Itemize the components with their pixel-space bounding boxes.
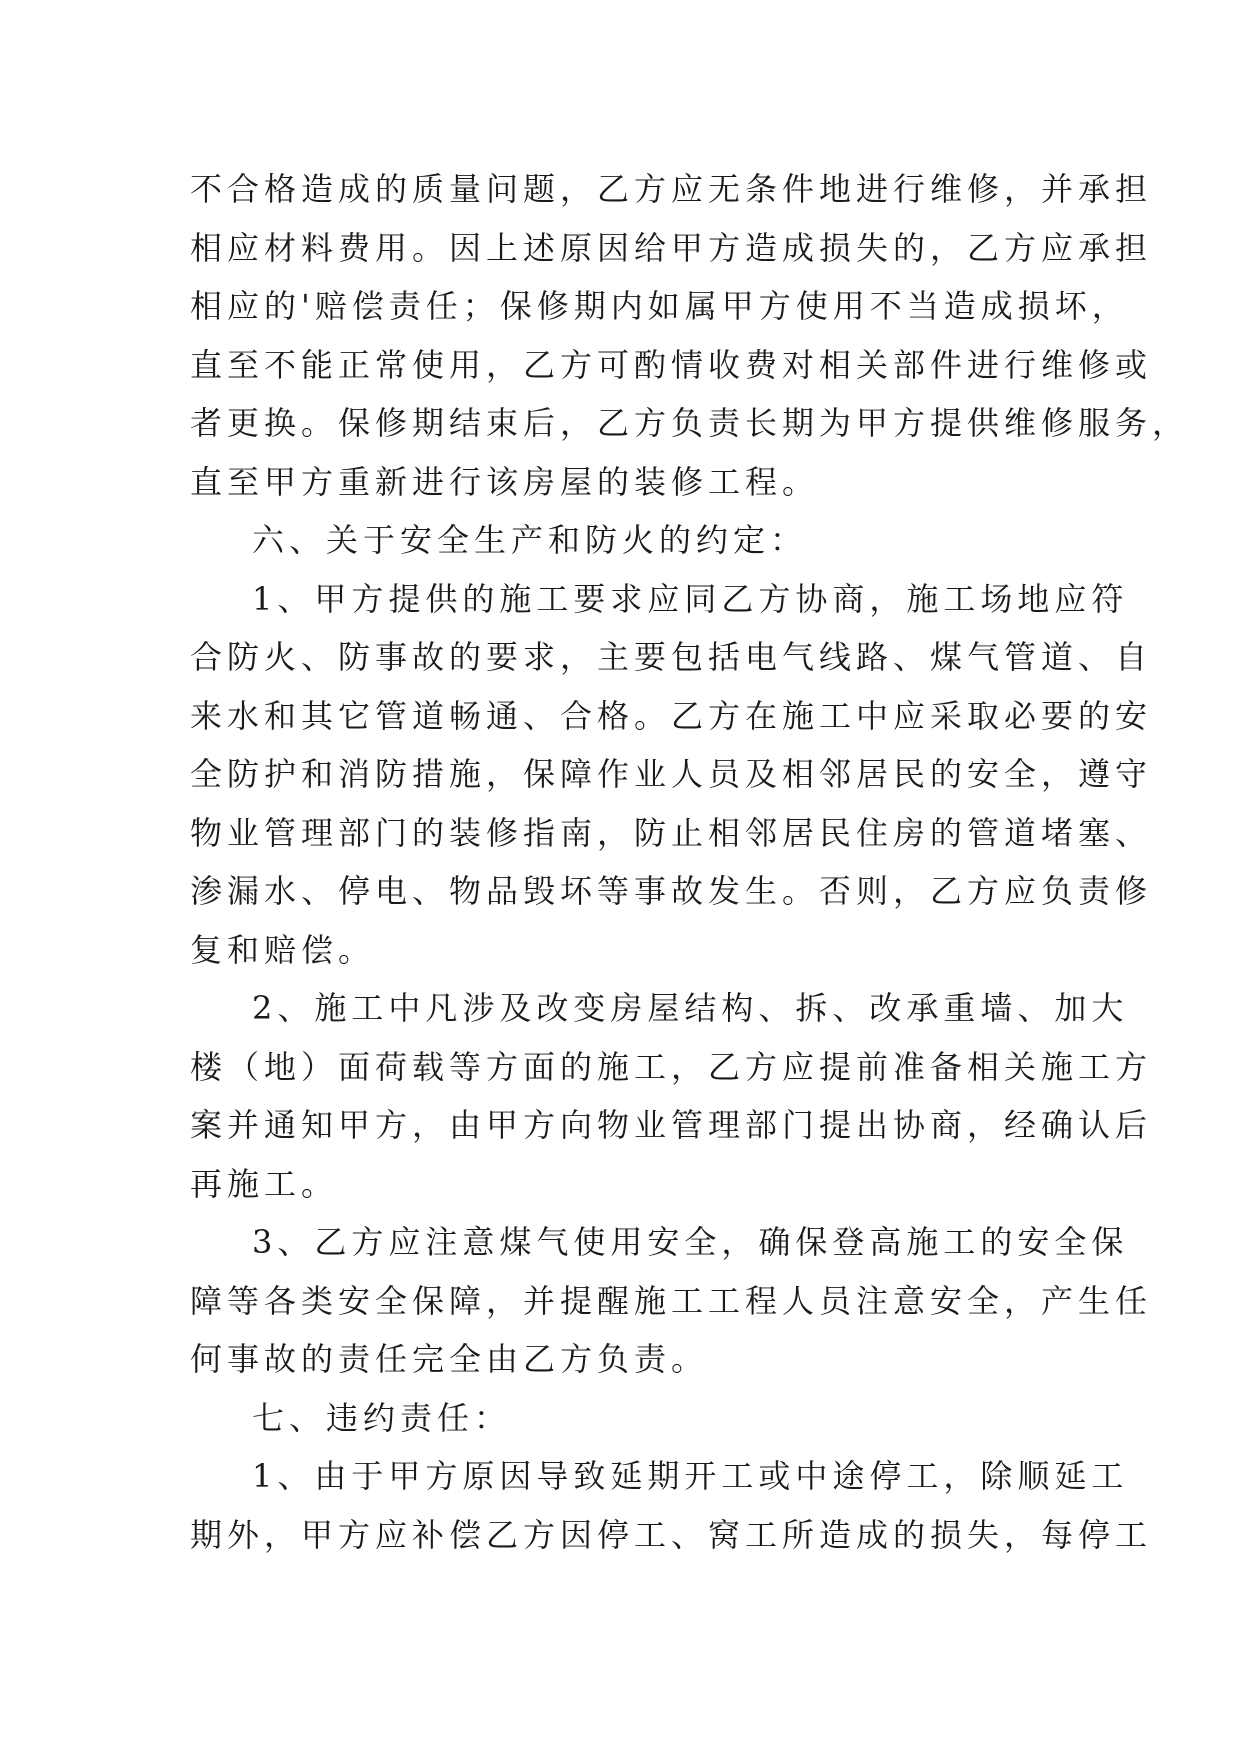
- text-line: 楼（地）面荷载等方面的施工，乙方应提前准备相关施工方: [190, 1047, 1153, 1086]
- text-line: 复和赔偿。: [190, 930, 376, 969]
- text-line: 全防护和消防措施，保障作业人员及相邻居民的安全，遵守: [190, 755, 1153, 793]
- text-line: 期外，甲方应补偿乙方因停工、窝工所造成的损失，每停工: [190, 1515, 1153, 1554]
- text-line: 相应的'赔偿责任；保修期内如属甲方使用不当造成损坏，: [190, 287, 1129, 325]
- text-line: 来水和其它管道畅通、合格。乙方在施工中应采取必要的安: [190, 696, 1153, 735]
- section-heading: 七、违约责任：: [252, 1398, 512, 1437]
- text-line: 2、施工中凡涉及改变房屋结构、拆、改承重墙、加大: [252, 989, 1129, 1027]
- text-line: 相应材料费用。因上述原因给甲方造成损失的，乙方应承担: [190, 228, 1153, 267]
- text-line: 障等各类安全保障，并提醒施工工程人员注意安全，产生任: [190, 1281, 1153, 1320]
- text-line: 1、甲方提供的施工要求应同乙方协商，施工场地应符: [252, 579, 1129, 618]
- text-line: 3、乙方应注意煤气使用安全，确保登高施工的安全保: [252, 1223, 1129, 1261]
- text-line: 直至甲方重新进行该房屋的装修工程。: [190, 462, 820, 501]
- text-line: 合防火、防事故的要求，主要包括电气线路、煤气管道、自: [190, 638, 1153, 676]
- text-line: 不合格造成的质量问题，乙方应无条件地进行维修，并承担: [190, 170, 1153, 208]
- section-heading: 六、关于安全生产和防火的约定：: [252, 521, 808, 559]
- text-line: 案并通知甲方，由甲方向物业管理部门提出协商，经确认后: [190, 1106, 1153, 1144]
- text-line: 渗漏水、停电、物品毁坏等事故发生。否则，乙方应负责修: [190, 872, 1153, 910]
- text-line: 1、由于甲方原因导致延期开工或中途停工，除顺延工: [252, 1457, 1129, 1495]
- text-line: 直至不能正常使用，乙方可酌情收费对相关部件进行维修或: [190, 345, 1153, 384]
- text-line: 何事故的责任完全由乙方负责。: [190, 1340, 709, 1378]
- text-line: 者更换。保修期结束后，乙方负责长期为甲方提供维修服务，: [190, 404, 1190, 442]
- text-line: 物业管理部门的装修指南，防止相邻居民住房的管道堵塞、: [190, 813, 1153, 852]
- document-body: [190, 160, 1190, 1564]
- text-line: 再施工。: [190, 1164, 339, 1203]
